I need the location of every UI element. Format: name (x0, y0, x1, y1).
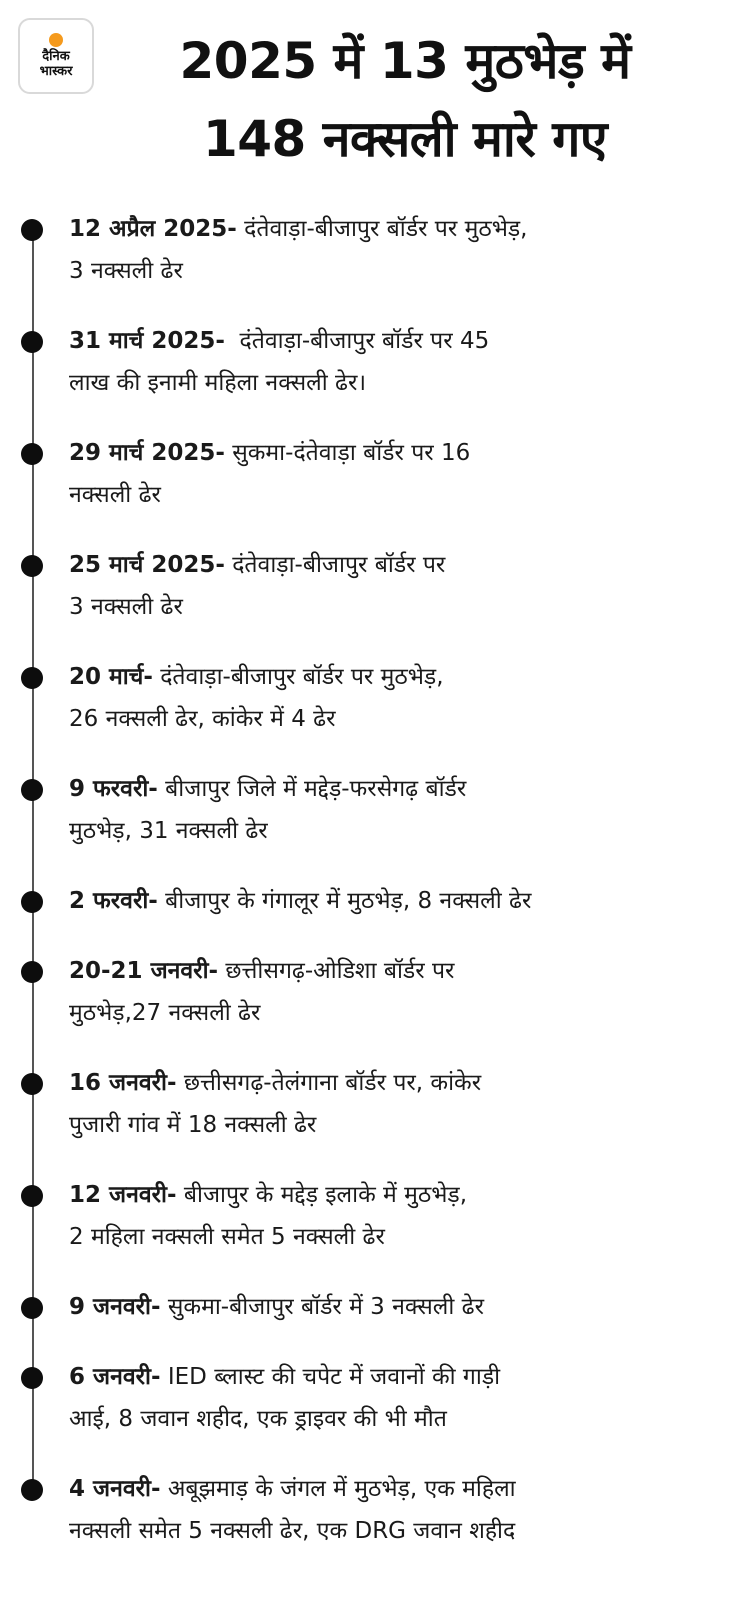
timeline-bullet-icon (21, 443, 43, 465)
headline-line2: 148 नक्सली मारे गए (202, 110, 608, 168)
timeline-text (69, 1174, 709, 1258)
event-date: 25 मार्च 2025- (69, 552, 225, 578)
event-description: बीजापुर के गंगालूर में मुठभेड़, 8 नक्सली ढेर (157, 888, 532, 914)
timeline-bullet-icon (21, 1479, 43, 1501)
timeline-line-1 (69, 768, 709, 810)
event-description: दंतेवाड़ा-बीजापुर बॉर्डर पर 45 (224, 328, 490, 354)
event-description: IED ब्लास्ट की चपेट में जवानों की गाड़ी (160, 1364, 501, 1390)
dainik-bhaskar-logo (18, 18, 94, 94)
timeline-text (69, 1062, 709, 1146)
event-description-line2: आई, 8 जवान शहीद, एक ड्राइवर की भी मौत (69, 1406, 447, 1432)
event-date: 6 जनवरी- (69, 1364, 161, 1390)
timeline-text (69, 656, 709, 740)
event-date: 31 मार्च 2025- (69, 328, 225, 354)
timeline-line-1 (69, 432, 709, 474)
timeline-text (69, 544, 709, 628)
timeline-text (69, 950, 709, 1034)
event-description: छत्तीसगढ़-तेलंगाना बॉर्डर पर, कांकेर (176, 1070, 482, 1096)
timeline-line-1 (69, 1356, 709, 1398)
event-date: 9 फरवरी- (69, 776, 158, 802)
headline-line1: 2025 में 13 मुठभेड़ में (179, 32, 631, 90)
timeline-line-1 (69, 544, 709, 586)
timeline-bullet-icon (21, 667, 43, 689)
timeline-bullet-icon (21, 891, 43, 913)
event-date: 20 मार्च- (69, 664, 153, 690)
event-description-line2: मुठभेड़, 31 नक्सली ढेर (69, 818, 268, 844)
timeline-text (69, 768, 709, 852)
event-date: 2 फरवरी- (69, 888, 158, 914)
timeline-bullet-icon (21, 331, 43, 353)
timeline-bullet-icon (21, 1297, 43, 1319)
event-description: बीजापुर जिले में मद्देड़-फरसेगढ़ बॉर्डर (157, 776, 467, 802)
event-description-line2: 26 नक्सली ढेर, कांकेर में 4 ढेर (69, 706, 336, 732)
timeline-line-1 (69, 208, 709, 250)
event-description: सुकमा-दंतेवाड़ा बॉर्डर पर 16 (224, 440, 471, 466)
timeline-text (69, 320, 709, 404)
timeline-line-1 (69, 1174, 709, 1216)
timeline-text (69, 432, 709, 516)
event-description: छत्तीसगढ़-ओडिशा बॉर्डर पर (218, 958, 455, 984)
event-description-line2: 3 नक्सली ढेर (69, 594, 183, 620)
event-date: 12 अप्रैल 2025- (69, 216, 237, 242)
event-description-line2: पुजारी गांव में 18 नक्सली ढेर (69, 1112, 317, 1138)
logo-text-line1: दैनिक (42, 49, 70, 64)
timeline-line-1 (69, 320, 709, 362)
event-description: दंतेवाड़ा-बीजापुर बॉर्डर पर मुठभेड़, (152, 664, 444, 690)
event-date: 29 मार्च 2025- (69, 440, 225, 466)
event-description: सुकमा-बीजापुर बॉर्डर में 3 नक्सली ढेर (160, 1294, 485, 1320)
event-description-line2: नक्सली ढेर (69, 482, 161, 508)
timeline-bullet-icon (21, 1185, 43, 1207)
event-description: बीजापुर के मद्देड़ इलाके में मुठभेड़, (176, 1182, 468, 1208)
timeline-bullet-icon (21, 779, 43, 801)
event-date: 12 जनवरी- (69, 1182, 177, 1208)
timeline-line-1 (69, 1062, 709, 1104)
event-date: 9 जनवरी- (69, 1294, 161, 1320)
logo-text-line2: भास्कर (39, 64, 73, 79)
event-description-line2: 3 नक्सली ढेर (69, 258, 183, 284)
timeline-bullet-icon (21, 1073, 43, 1095)
event-date: 4 जनवरी- (69, 1476, 161, 1502)
timeline-text (69, 1286, 709, 1328)
timeline-text (69, 1468, 709, 1552)
timeline-line-1 (69, 950, 709, 992)
timeline-line-1 (69, 1286, 709, 1328)
timeline-line-1 (69, 1468, 709, 1510)
sun-icon (49, 33, 63, 47)
event-description: अबूझमाड़ के जंगल में मुठभेड़, एक महिला (160, 1476, 516, 1502)
timeline-text (69, 208, 709, 292)
event-description: दंतेवाड़ा-बीजापुर बॉर्डर पर मुठभेड़, (236, 216, 528, 242)
timeline-bullet-icon (21, 555, 43, 577)
timeline-text (69, 880, 709, 922)
event-description-line2: मुठभेड़,27 नक्सली ढेर (69, 1000, 261, 1026)
timeline-bullet-icon (21, 961, 43, 983)
event-description-line2: 2 महिला नक्सली समेत 5 नक्सली ढेर (69, 1224, 385, 1250)
timeline-bullet-icon (21, 219, 43, 241)
timeline-text (69, 1356, 709, 1440)
headline (110, 22, 700, 178)
event-description: दंतेवाड़ा-बीजापुर बॉर्डर पर (224, 552, 446, 578)
event-description-line2: लाख की इनामी महिला नक्सली ढेर। (69, 370, 367, 396)
timeline-bullet-icon (21, 1367, 43, 1389)
timeline-line-1 (69, 880, 709, 922)
event-date: 16 जनवरी- (69, 1070, 177, 1096)
event-description-line2: नक्सली समेत 5 नक्सली ढेर, एक DRG जवान शहीद (69, 1518, 516, 1544)
event-date: 20-21 जनवरी- (69, 958, 219, 984)
timeline-line-1 (69, 656, 709, 698)
